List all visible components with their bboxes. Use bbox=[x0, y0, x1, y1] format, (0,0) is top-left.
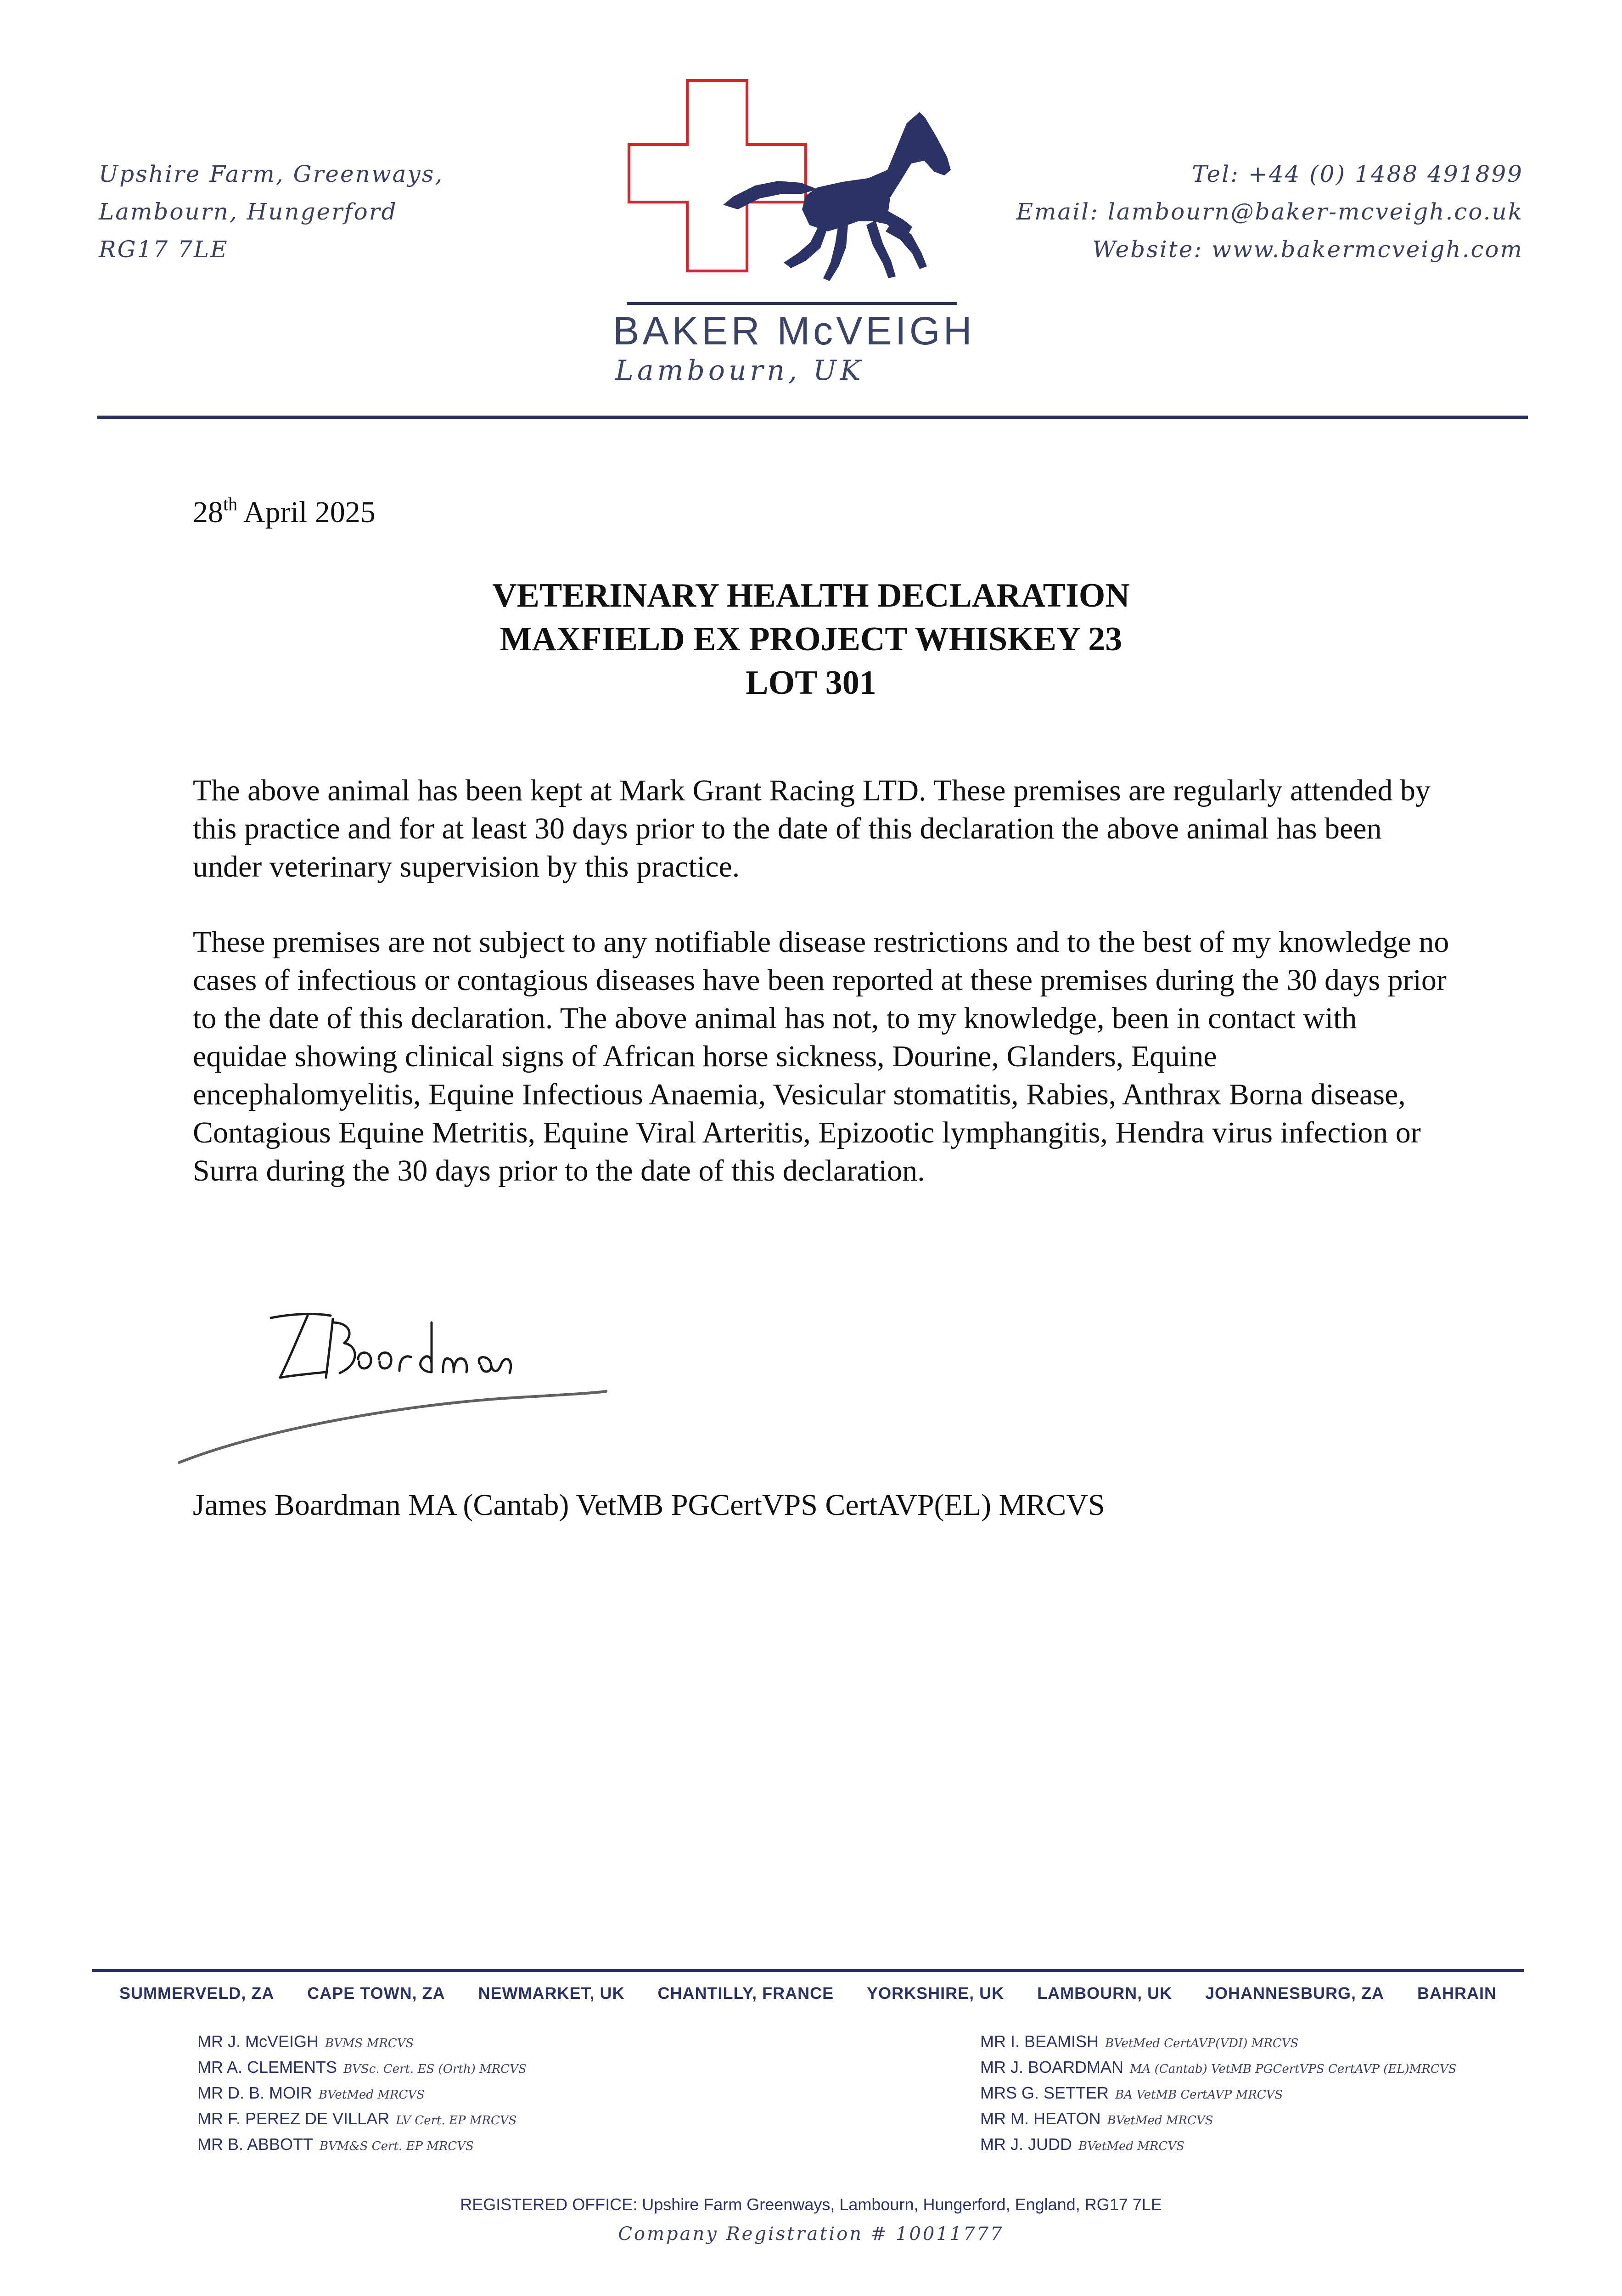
contact-email: Email: lambourn@baker-mcveigh.co.uk bbox=[1016, 198, 1523, 225]
registered-office: REGISTERED OFFICE: Upshire Farm Greenways, Lambourn, Hungerford, England, RG17 7LE bbox=[460, 2195, 1162, 2214]
contact-phone: Tel: +44 (0) 1488 491899 bbox=[1192, 161, 1523, 187]
vet-name: MR A. CLEMENTS bbox=[197, 2058, 337, 2077]
contact-website: Website: www.bakermcveigh.com bbox=[1092, 236, 1523, 263]
location-item: LAMBOURN, UK bbox=[1037, 1984, 1173, 2003]
vet-name: MR J. McVEIGH bbox=[197, 2032, 319, 2051]
handwritten-signature bbox=[174, 1290, 624, 1474]
logo-underline bbox=[627, 302, 957, 305]
vet-row bbox=[197, 2080, 527, 2106]
vet-row bbox=[197, 2054, 527, 2080]
vet-name: MR F. PEREZ DE VILLAR bbox=[197, 2109, 390, 2128]
document-title: VETERINARY HEALTH DECLARATION bbox=[492, 577, 1130, 614]
location-item: CAPE TOWN, ZA bbox=[307, 1984, 445, 2003]
date-suffix: th bbox=[223, 494, 238, 514]
location-item: SUMMERVELD, ZA bbox=[119, 1984, 275, 2003]
footer-divider bbox=[92, 1969, 1524, 1972]
vet-qualifications: BVetMed MRCVS bbox=[319, 2088, 425, 2102]
address-line: Upshire Farm, Greenways, bbox=[99, 161, 444, 187]
vet-row bbox=[980, 2132, 1456, 2157]
location-item: BAHRAIN bbox=[1417, 1984, 1497, 2003]
address-line: Lambourn, Hungerford bbox=[99, 198, 398, 225]
vet-row bbox=[197, 2132, 527, 2157]
vet-row bbox=[197, 2106, 527, 2132]
vet-qualifications: BVetMed MRCVS bbox=[1078, 2139, 1184, 2153]
vet-qualifications: LV Cert. EP MRCVS bbox=[396, 2114, 517, 2127]
vet-row bbox=[980, 2080, 1456, 2106]
vet-row bbox=[197, 2029, 527, 2054]
vet-qualifications: BVSc. Cert. ES (Orth) MRCVS bbox=[343, 2062, 527, 2076]
vet-qualifications: BVMS MRCVS bbox=[325, 2037, 414, 2050]
vet-row bbox=[980, 2106, 1456, 2132]
document-subject: MAXFIELD EX PROJECT WHISKEY 23 bbox=[500, 620, 1122, 658]
vet-row bbox=[980, 2029, 1456, 2054]
vet-qualifications: MA (Cantab) VetMB PGCertVPS CertAVP (EL)MRCVS bbox=[1130, 2062, 1457, 2076]
vet-name: MR M. HEATON bbox=[980, 2109, 1101, 2128]
horse-cross-logo-icon bbox=[613, 73, 1026, 326]
cross-icon bbox=[629, 80, 806, 271]
header-divider bbox=[97, 416, 1528, 419]
signatory-name: James Boardman MA (Cantab) VetMB PGCertVPS CertAVP(EL) MRCVS bbox=[193, 1488, 1105, 1522]
body-paragraph: The above animal has been kept at Mark Grant Racing LTD. These premises are regularly attended by this practice and for at least 30 days prior to the date of this declaration the above animal has been under veterinary supervision by this practice. bbox=[193, 774, 1431, 884]
vet-row bbox=[980, 2054, 1456, 2080]
letter-date bbox=[193, 495, 376, 530]
horse-icon bbox=[723, 112, 951, 281]
location-item: JOHANNESBURG, ZA bbox=[1205, 1984, 1385, 2003]
location-item: CHANTILLY, FRANCE bbox=[657, 1984, 834, 2003]
location-item: YORKSHIRE, UK bbox=[867, 1984, 1005, 2003]
vet-list-left bbox=[197, 2029, 527, 2157]
letterhead-address bbox=[99, 155, 443, 268]
address-line: RG17 7LE bbox=[99, 236, 229, 263]
document-lot: LOT 301 bbox=[746, 664, 876, 702]
vet-qualifications: BVetMed CertAVP(VDI) MRCVS bbox=[1105, 2037, 1299, 2050]
vet-name: MR J. BOARDMAN bbox=[980, 2058, 1124, 2077]
date-day: 28 bbox=[193, 495, 223, 529]
vet-qualifications: BVM&S Cert. EP MRCVS bbox=[320, 2139, 474, 2153]
brand-location: Lambourn, UK bbox=[615, 355, 864, 387]
vet-name: MR I. BEAMISH bbox=[980, 2032, 1099, 2051]
letterhead-contact bbox=[1016, 155, 1523, 268]
body-paragraph: These premises are not subject to any notifiable disease restrictions and to the best of my knowledge no cases of infectious or contagious diseases have been reported at these premises during the 30 days prior to the date of this declaration. The above animal has not, to my knowledge, been in contact with equidae showing clinical signs of African horse sickness, Dourine, Glanders, Equine encephalomyelitis, Equine Infectious Anaemia, Vesicular stomatitis, Rabies, Anthrax Borna disease, Contagious Equine Metritis, Equine Viral Arteritis, Epizootic lymphangitis, Hendra virus infection or Surra during the 30 days prior to the date of this declaration. bbox=[193, 925, 1449, 1187]
vet-list-right bbox=[980, 2029, 1456, 2157]
vet-name: MR B. ABBOTT bbox=[197, 2135, 314, 2154]
date-month-year: April 2025 bbox=[237, 495, 376, 529]
vet-qualifications: BVetMed MRCVS bbox=[1107, 2114, 1213, 2127]
brand-name: BAKER McVEIGH bbox=[613, 309, 975, 353]
office-locations bbox=[92, 1984, 1524, 2003]
vet-qualifications: BA VetMB CertAVP MRCVS bbox=[1115, 2088, 1283, 2102]
location-item: NEWMARKET, UK bbox=[478, 1984, 625, 2003]
vet-name: MR J. JUDD bbox=[980, 2135, 1072, 2154]
company-registration: Company Registration # 10011777 bbox=[618, 2223, 1004, 2245]
vet-name: MR D. B. MOIR bbox=[197, 2083, 312, 2102]
vet-name: MRS G. SETTER bbox=[980, 2083, 1109, 2102]
